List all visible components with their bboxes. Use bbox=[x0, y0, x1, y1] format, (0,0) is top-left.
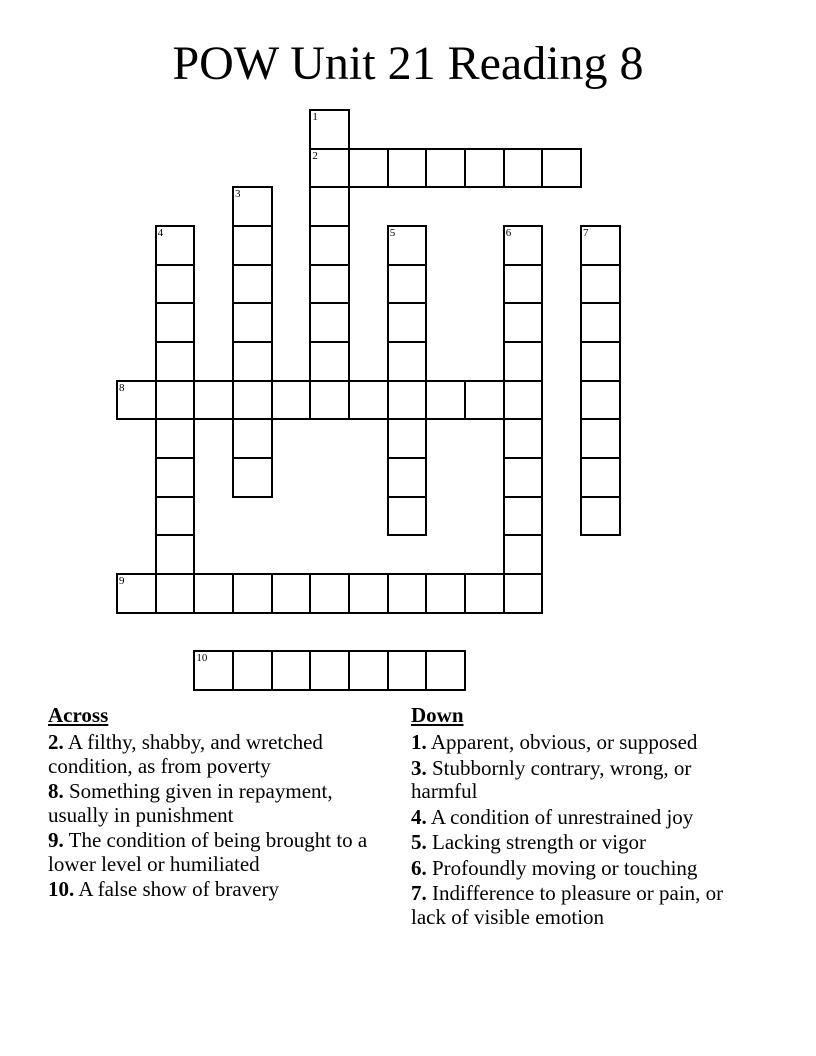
clue-number: 2. bbox=[48, 730, 64, 754]
grid-cell[interactable] bbox=[580, 341, 621, 382]
grid-cell[interactable] bbox=[116, 573, 157, 614]
grid-cell[interactable] bbox=[309, 225, 350, 266]
grid-cell[interactable] bbox=[155, 418, 196, 459]
clue-number: 10. bbox=[48, 877, 75, 901]
grid-cell[interactable] bbox=[309, 302, 350, 343]
grid-cell[interactable] bbox=[232, 650, 273, 691]
grid-cell[interactable] bbox=[387, 650, 428, 691]
grid-cell[interactable] bbox=[464, 573, 505, 614]
clue-number: 5. bbox=[411, 830, 427, 854]
grid-cell[interactable] bbox=[271, 650, 312, 691]
grid-cell[interactable] bbox=[503, 148, 544, 189]
clue-text: A condition of unrestrained joy bbox=[426, 804, 694, 829]
cell-number: 1 bbox=[312, 111, 318, 123]
grid-cell[interactable] bbox=[309, 109, 350, 150]
grid-cell[interactable] bbox=[580, 225, 621, 266]
clue-number: 7. bbox=[411, 881, 427, 905]
grid-cell[interactable] bbox=[503, 496, 544, 537]
grid-cell[interactable] bbox=[580, 496, 621, 537]
down-clue-7 bbox=[411, 882, 751, 929]
cell-number: 10 bbox=[196, 652, 208, 665]
grid-cell[interactable] bbox=[387, 418, 428, 459]
across-clue-8 bbox=[48, 780, 388, 827]
grid-cell[interactable] bbox=[232, 341, 273, 382]
grid-cell[interactable] bbox=[155, 457, 196, 498]
grid-cell[interactable] bbox=[425, 573, 466, 614]
down-heading: Down bbox=[411, 703, 464, 727]
across-heading: Across bbox=[48, 703, 109, 727]
clue-number: 3. bbox=[411, 755, 427, 780]
grid-cell[interactable] bbox=[387, 148, 428, 189]
grid-cell[interactable] bbox=[232, 225, 273, 266]
cell-number: 7 bbox=[583, 227, 589, 239]
grid-cell[interactable] bbox=[387, 225, 428, 266]
across-clue-10 bbox=[48, 878, 388, 902]
clue-number: 6. bbox=[411, 855, 427, 880]
grid-cell[interactable] bbox=[193, 650, 234, 691]
grid-cell[interactable] bbox=[232, 380, 273, 421]
grid-cell[interactable] bbox=[503, 264, 544, 305]
down-clue-5 bbox=[411, 831, 751, 855]
clue-text: Stubbornly contrary, wrong, or harmful bbox=[411, 755, 692, 803]
grid-cell[interactable] bbox=[348, 148, 389, 189]
grid-cell[interactable] bbox=[580, 457, 621, 498]
grid-cell[interactable] bbox=[271, 380, 312, 421]
clue-number: 1. bbox=[411, 730, 427, 754]
grid-cell[interactable] bbox=[155, 341, 196, 382]
cell-number: 4 bbox=[157, 227, 164, 239]
grid-cell[interactable] bbox=[155, 573, 196, 614]
across-clue-2 bbox=[48, 731, 388, 778]
grid-cell[interactable] bbox=[348, 380, 389, 421]
clue-text: Profoundly moving or touching bbox=[426, 855, 698, 880]
grid-cell[interactable] bbox=[348, 650, 389, 691]
grid-cell[interactable] bbox=[387, 380, 428, 421]
grid-cell[interactable] bbox=[387, 457, 428, 498]
grid-cell[interactable] bbox=[503, 225, 544, 266]
grid-cell[interactable] bbox=[232, 573, 273, 614]
down-clues bbox=[411, 703, 751, 931]
grid-cell[interactable] bbox=[309, 148, 350, 189]
page-title: POW Unit 21 Reading 8 bbox=[172, 37, 644, 90]
grid-cell[interactable] bbox=[193, 380, 234, 421]
down-clue-4 bbox=[411, 806, 751, 830]
grid-cell[interactable] bbox=[309, 341, 350, 382]
grid-cell[interactable] bbox=[425, 650, 466, 691]
grid-cell[interactable] bbox=[503, 418, 544, 459]
grid-cell[interactable] bbox=[387, 496, 428, 537]
across-clues bbox=[48, 703, 388, 904]
grid-cell[interactable] bbox=[116, 380, 157, 421]
grid-cell[interactable] bbox=[348, 573, 389, 614]
cell-number: 2 bbox=[312, 149, 318, 162]
clue-text: A filthy, shabby, and wretched condition, as from poverty bbox=[48, 730, 323, 778]
grid-cell[interactable] bbox=[232, 418, 273, 459]
grid-cell[interactable] bbox=[464, 148, 505, 189]
grid-cell[interactable] bbox=[232, 264, 273, 305]
grid-cell[interactable] bbox=[155, 302, 196, 343]
grid-cell[interactable] bbox=[309, 650, 350, 691]
grid-cell[interactable] bbox=[580, 380, 621, 421]
grid-cell[interactable] bbox=[425, 380, 466, 421]
grid-cell[interactable] bbox=[155, 380, 196, 421]
grid-cell[interactable] bbox=[464, 380, 505, 421]
grid-cell[interactable] bbox=[193, 573, 234, 614]
grid-cell[interactable] bbox=[580, 302, 621, 343]
grid-cell[interactable] bbox=[541, 148, 582, 189]
grid-cell[interactable] bbox=[309, 264, 350, 305]
cell-number: 6 bbox=[505, 227, 512, 239]
grid-cell[interactable] bbox=[232, 186, 273, 227]
grid-cell[interactable] bbox=[271, 573, 312, 614]
clue-text: A false show of bravery bbox=[74, 877, 279, 901]
grid-cell[interactable] bbox=[309, 573, 350, 614]
grid-cell[interactable] bbox=[387, 341, 428, 382]
grid-cell[interactable] bbox=[387, 573, 428, 614]
crossword-grid bbox=[117, 110, 637, 700]
grid-cell[interactable] bbox=[503, 341, 544, 382]
grid-cell[interactable] bbox=[503, 573, 544, 614]
grid-cell[interactable] bbox=[387, 302, 428, 343]
clue-number: 4. bbox=[411, 804, 427, 829]
clue-text: Something given in repayment, usually in punishment bbox=[48, 779, 333, 827]
clue-text: Apparent, obvious, or supposed bbox=[426, 730, 698, 754]
clue-text: The condition of being brought to a lower level or humiliated bbox=[48, 828, 368, 876]
grid-cell[interactable] bbox=[155, 496, 196, 537]
cell-number: 5 bbox=[389, 227, 396, 239]
grid-cell[interactable] bbox=[503, 380, 544, 421]
down-clue-3 bbox=[411, 757, 751, 804]
clue-text: Lacking strength or vigor bbox=[426, 830, 647, 854]
clue-text: Indifference to pleasure or pain, or lack of visible emotion bbox=[411, 881, 724, 929]
cell-number: 9 bbox=[119, 575, 125, 588]
cell-number: 3 bbox=[235, 188, 241, 201]
clue-number: 9. bbox=[48, 828, 64, 852]
grid-cell[interactable] bbox=[232, 302, 273, 343]
grid-cell[interactable] bbox=[580, 418, 621, 459]
grid-cell[interactable] bbox=[503, 534, 544, 575]
grid-cell[interactable] bbox=[155, 225, 196, 266]
grid-cell[interactable] bbox=[155, 534, 196, 575]
grid-cell[interactable] bbox=[503, 302, 544, 343]
grid-cell[interactable] bbox=[309, 380, 350, 421]
down-clue-1 bbox=[411, 731, 751, 755]
grid-cell[interactable] bbox=[503, 457, 544, 498]
across-clue-9 bbox=[48, 829, 388, 876]
grid-cell[interactable] bbox=[425, 148, 466, 189]
clue-number: 8. bbox=[48, 779, 64, 803]
grid-cell[interactable] bbox=[232, 457, 273, 498]
grid-cell[interactable] bbox=[155, 264, 196, 305]
cell-number: 8 bbox=[119, 381, 125, 394]
grid-cell[interactable] bbox=[387, 264, 428, 305]
down-clue-6 bbox=[411, 857, 751, 881]
grid-cell[interactable] bbox=[309, 186, 350, 227]
grid-cell[interactable] bbox=[580, 264, 621, 305]
